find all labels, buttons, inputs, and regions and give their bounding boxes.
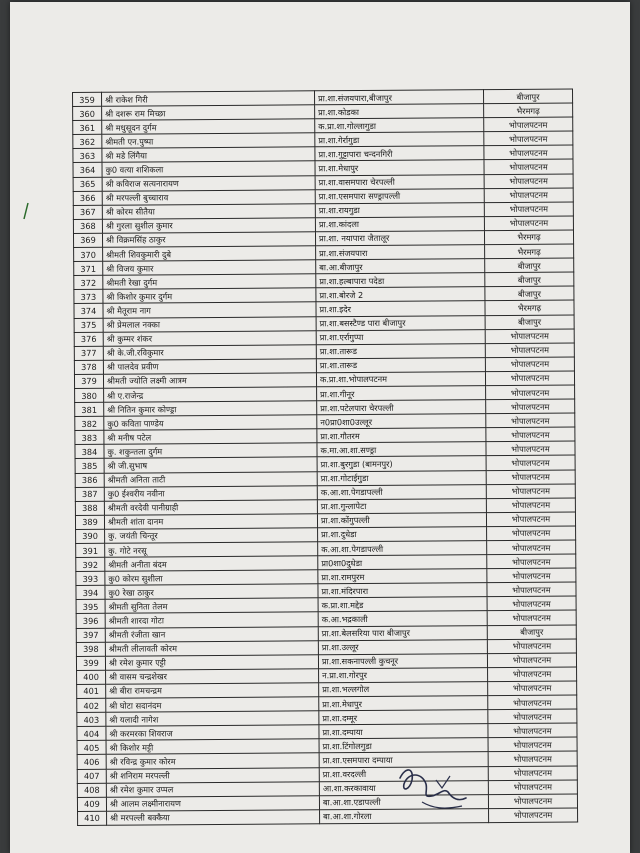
block-name: भोपालपटनम xyxy=(488,667,577,682)
row-number: 409 xyxy=(77,797,106,811)
block-name: भोपालपटनम xyxy=(488,780,577,795)
school-name: क.मा.आ.शा.सण्ड्रा xyxy=(317,442,486,457)
teacher-name: कु0 ईश्वरीय नवीना xyxy=(104,485,317,501)
teacher-name: श्री किशोर मट्टी xyxy=(106,739,319,755)
row-number: 364 xyxy=(73,163,102,177)
teacher-name: श्रीमती लीलावती कोरम xyxy=(105,640,318,656)
school-name: प्रा.शा.गुन्लापेटा xyxy=(317,498,486,513)
row-number: 391 xyxy=(76,543,105,557)
school-name: प्रा.शा.भल्लगोल xyxy=(319,682,488,697)
block-name: भोपालपटनम xyxy=(488,695,577,710)
row-number: 386 xyxy=(75,473,104,487)
school-name: प्रा.शा.संजयपारा xyxy=(316,245,485,260)
school-name: प्रा.शा.उल्लूर xyxy=(318,639,487,654)
block-name: भोपालपटनम xyxy=(486,470,575,485)
school-name: प्रा.शा.एसमपारा दम्पाया xyxy=(319,752,488,767)
block-name: भोपालपटनम xyxy=(486,427,575,442)
school-name: प्रा.शा.गुट्टापारा चन्दनगिरी xyxy=(315,146,484,161)
row-number: 395 xyxy=(76,600,105,614)
teacher-name: श्री रमेश कुमार उप्पल xyxy=(106,781,319,797)
teacher-name: श्री पालदेव प्रवीण xyxy=(103,359,316,375)
block-name: भोपालपटनम xyxy=(484,188,573,203)
school-name: प्रा.शा.बोरजे 2 xyxy=(316,287,485,302)
teacher-name: श्री ए.राजेन्द्र xyxy=(104,387,317,403)
block-name: भोपालपटनम xyxy=(487,554,576,569)
school-name: प्रा.शा. नयापारा जैतालूर xyxy=(315,231,484,246)
teacher-name: श्री के.जी.रविकुमार xyxy=(103,344,316,360)
teacher-name: श्री गुरला सुशील कुमार xyxy=(102,218,315,234)
teacher-name: श्रीमती सुनिता तेलम xyxy=(105,598,318,614)
teacher-name: श्री दशरू राम मिच्छा xyxy=(102,105,315,121)
teacher-name: श्री किशोर कुमार दुर्गम xyxy=(103,288,316,304)
row-number: 362 xyxy=(73,135,102,149)
row-number: 405 xyxy=(77,741,106,755)
row-number: 392 xyxy=(76,557,105,571)
block-name: भोपालपटनम xyxy=(486,484,575,499)
school-name: प्रा.शा.हल्बापारा पदेडा xyxy=(316,273,485,288)
row-number: 370 xyxy=(74,247,103,261)
teacher-name: श्री कविराज सत्यनारायण xyxy=(102,175,315,191)
row-number: 380 xyxy=(75,388,104,402)
teacher-name: श्री रविन्द्र कुमार कोरम xyxy=(106,753,319,769)
block-name: भोपालपटनम xyxy=(487,526,576,541)
block-name: भोपालपटनम xyxy=(489,808,578,823)
block-name: बीजापुर xyxy=(485,258,574,273)
teacher-name: श्री नितिन कुमार कोण्ड्रा xyxy=(104,401,317,417)
school-name: प्रा.शा.गीनूर xyxy=(317,386,486,401)
row-number: 369 xyxy=(73,233,102,247)
block-name: भोपालपटनम xyxy=(487,582,576,597)
row-number: 390 xyxy=(76,529,105,543)
block-name: भोपालपटनम xyxy=(484,159,573,174)
block-name: भोपालपटनम xyxy=(488,709,577,724)
school-name: प्रा.शा.गोटाईगुडा xyxy=(317,470,486,485)
row-number: 406 xyxy=(77,755,106,769)
teacher-name: श्री आलम लक्ष्मीनारायण xyxy=(106,795,319,811)
teacher-name: श्रीमती ज्योति लक्ष्मी आत्रम xyxy=(103,373,316,389)
school-name: क.प्रा.शा.गोल्लागुडा xyxy=(315,118,484,133)
block-name: भोपालपटनम xyxy=(484,131,573,146)
teacher-name: श्रीमती रेखा दुर्गम xyxy=(103,274,316,290)
row-number: 385 xyxy=(75,459,104,473)
row-number: 368 xyxy=(73,219,102,233)
block-name: भोपालपटनम xyxy=(488,794,577,809)
row-number: 375 xyxy=(74,318,103,332)
row-number: 393 xyxy=(76,571,105,585)
row-number: 365 xyxy=(73,177,102,191)
row-number: 382 xyxy=(75,416,104,430)
teacher-name: श्रीमती अनीता बंदम xyxy=(105,556,318,572)
school-name: प्रा.शा.मंदिरपारा xyxy=(318,583,487,598)
block-name: भोपालपटनम xyxy=(487,639,576,654)
row-number: 383 xyxy=(75,431,104,445)
teacher-name: श्री मधुसूदन दुर्गम xyxy=(102,119,315,135)
school-name: प्रा.शा.गेर्रागुडा xyxy=(315,132,484,147)
block-name: बीजापुर xyxy=(483,89,572,104)
block-name: बीजापुर xyxy=(487,625,576,640)
row-number: 381 xyxy=(75,402,104,416)
teacher-name: श्री यलादी नागेश xyxy=(106,711,319,727)
school-name: प्रा.शा.संजयपारा,बीजापुर xyxy=(314,90,483,105)
row-number: 389 xyxy=(75,515,104,529)
teacher-name: कु0 कोरम सुशीला xyxy=(105,570,318,586)
block-name: भैरमगढ़ xyxy=(485,300,574,315)
teacher-name: श्रीमती शांता दानम xyxy=(104,514,317,530)
row-number: 374 xyxy=(74,304,103,318)
school-name: प्रा.शा.बसस्टैण्ड पारा बीजापुर xyxy=(316,315,485,330)
block-name: भोपालपटनम xyxy=(484,145,573,160)
school-name: प्रा.शा.एसमपारा सण्ड्रापल्ली xyxy=(315,188,484,203)
teacher-name: कु. गोटे नरसू xyxy=(105,542,318,558)
school-name: बा.आ.शा.एडापल्ली xyxy=(319,794,488,809)
teacher-name: श्री विजय कुमार xyxy=(103,260,316,276)
teacher-name: श्रीमती एन.पुष्पा xyxy=(102,133,315,149)
teacher-name: श्री कोरम सीतैया xyxy=(102,204,315,220)
school-name: प्रा.शा.गौतरम xyxy=(317,428,486,443)
block-name: भोपालपटनम xyxy=(484,174,573,189)
teacher-name: श्रीमती शारदा गोटा xyxy=(105,612,318,628)
school-name: प्रा.शा.कोंगुपल्ली xyxy=(317,512,486,527)
row-number: 377 xyxy=(74,346,103,360)
teacher-name: श्रीमती वरदेवी पानीग्राही xyxy=(104,500,317,516)
block-name: भोपालपटनम xyxy=(488,765,577,780)
school-name: प्रा.शा.एर्रागुप्पा xyxy=(316,329,485,344)
teacher-name: श्री प्रेमलाल नक्का xyxy=(103,316,316,332)
row-number: 387 xyxy=(75,487,104,501)
teacher-name: श्री मैतूराम नाग xyxy=(103,302,316,318)
school-name: प्रा.शा.मेधापुर xyxy=(315,160,484,175)
row-number: 376 xyxy=(74,332,103,346)
row-number: 367 xyxy=(73,205,102,219)
row-number: 394 xyxy=(76,586,105,600)
school-name: प्रा.शा.तारूड xyxy=(316,357,485,372)
teacher-name: श्रीमती रंजीता खान xyxy=(105,626,318,642)
row-number: 398 xyxy=(76,642,105,656)
row-number: 396 xyxy=(76,614,105,628)
block-name: भोपालपटनम xyxy=(485,371,574,386)
teacher-name: कु. शकुन्तला दुर्गम xyxy=(104,443,317,459)
block-name: भोपालपटनम xyxy=(485,357,574,372)
school-name: क.आ.शा.पेगडापल्ली xyxy=(317,484,486,499)
teacher-name: श्रीमती शिवकुमारी दुबे xyxy=(103,246,316,262)
school-name: न.प्रा.शा.गोरपुर xyxy=(319,667,488,682)
block-name: भोपालपटनम xyxy=(487,540,576,555)
block-name: भोपालपटनम xyxy=(484,202,573,217)
school-name: बा.आ.शा.गोरला xyxy=(320,808,489,823)
row-number: 399 xyxy=(76,656,105,670)
block-name: भोपालपटनम xyxy=(488,751,577,766)
row-number: 400 xyxy=(77,670,106,684)
teacher-name: कु0 रेखा ठाकुर xyxy=(105,584,318,600)
school-name: प्रा.शा.तारूड xyxy=(316,343,485,358)
teacher-list-document xyxy=(72,89,557,826)
row-number: 379 xyxy=(74,374,103,388)
teacher-name: श्री रमेश कुमार एट्टी xyxy=(105,655,318,671)
teacher-name: श्री घोटा सदानंदम xyxy=(106,697,319,713)
block-name: भोपालपटनम xyxy=(486,385,575,400)
block-name: भोपालपटनम xyxy=(487,596,576,611)
teacher-name: कु. जयंती चिन्तूर xyxy=(105,528,318,544)
school-name: प्रा.शा.रामपुरम xyxy=(318,569,487,584)
block-name: भैरमगढ़ xyxy=(484,230,573,245)
teacher-name: श्री राकेश गिरी xyxy=(102,91,315,107)
teacher-name: श्री विक्रमसिंह ठाकुर xyxy=(102,232,315,248)
school-name: प्रा.शा.दम्पाया xyxy=(319,724,488,739)
school-name: बा.आ.बीजापुर xyxy=(316,259,485,274)
pen-mark xyxy=(22,202,30,220)
block-name: भैरमगढ़ xyxy=(485,244,574,259)
row-number: 403 xyxy=(77,712,106,726)
teacher-name: श्री मरपल्ली बुच्चाराव xyxy=(102,189,315,205)
row-number: 401 xyxy=(77,684,106,698)
table-body xyxy=(73,89,578,825)
school-name: प्रा.शा.दुधेडा xyxy=(318,527,487,542)
teacher-name: श्री कुम्मर शंकर xyxy=(103,330,316,346)
school-name: प्रा0शा0दुधेडा xyxy=(318,555,487,570)
row-number: 373 xyxy=(74,290,103,304)
school-name: क.प्रा.शा.भोपालपटनम xyxy=(316,371,485,386)
school-name: प्रा.शा.कांदला xyxy=(315,216,484,231)
teacher-name: कु0 कविता पाण्डेय xyxy=(104,415,317,431)
row-number: 402 xyxy=(77,698,106,712)
block-name: भैरमगढ़ xyxy=(484,103,573,118)
teacher-name: श्री मनीष पटेल xyxy=(104,429,317,445)
row-number: 407 xyxy=(77,769,106,783)
row-number: 378 xyxy=(74,360,103,374)
school-name: न0प्रा0शा0उल्लूर xyxy=(317,414,486,429)
row-number: 359 xyxy=(73,92,102,106)
school-name: प्रा.शा.कोडका xyxy=(315,104,484,119)
teacher-name: श्री शनिराम मरपल्ली xyxy=(106,767,319,783)
row-number: 404 xyxy=(77,726,106,740)
row-number: 366 xyxy=(73,191,102,205)
teacher-name: श्री बीरा रामचन्द्रम xyxy=(106,683,319,699)
block-name: बीजापुर xyxy=(485,315,574,330)
block-name: भोपालपटनम xyxy=(486,455,575,470)
row-number: 388 xyxy=(75,501,104,515)
row-number: 361 xyxy=(73,120,102,134)
school-name: प्रा.शा.बेलसरिया पारा बीजापुर xyxy=(318,625,487,640)
teacher-list-table xyxy=(72,89,578,826)
table-row xyxy=(78,808,578,826)
block-name: भोपालपटनम xyxy=(486,413,575,428)
signature xyxy=(392,758,482,818)
teacher-name: कु0 वत्या शशिकला xyxy=(102,161,315,177)
school-name: प्रा.शा.टिंगोलगुडा xyxy=(319,738,488,753)
block-name: भोपालपटनम xyxy=(487,610,576,625)
block-name: भोपालपटनम xyxy=(487,568,576,583)
school-name: प्रा.शा.दम्मूर xyxy=(319,710,488,725)
school-name: क.प्रा.शा.मद्देड xyxy=(318,597,487,612)
school-name: क.आ.भद्रकाली xyxy=(318,611,487,626)
block-name: भोपालपटनम xyxy=(484,216,573,231)
block-name: भोपालपटनम xyxy=(486,512,575,527)
block-name: भोपालपटनम xyxy=(485,329,574,344)
school-name: प्रा.शा.पटेलपारा चेरपल्ली xyxy=(317,400,486,415)
teacher-name: श्री मडे लिंगैया xyxy=(102,147,315,163)
school-name: आ.शा.करकावाया xyxy=(319,780,488,795)
block-name: भोपालपटनम xyxy=(488,737,577,752)
teacher-name: श्रीमती अनिता ताटी xyxy=(104,471,317,487)
block-name: भोपालपटनम xyxy=(485,343,574,358)
row-number: 408 xyxy=(77,783,106,797)
block-name: भोपालपटनम xyxy=(486,441,575,456)
row-number: 363 xyxy=(73,149,102,163)
teacher-name: श्री जी.सुभाष xyxy=(104,457,317,473)
school-name: प्रा.शा.इदेर xyxy=(316,301,485,316)
teacher-name: श्री करमरका शिवराज xyxy=(106,725,319,741)
block-name: भोपालपटनम xyxy=(488,681,577,696)
school-name: प्रा.शा.मेधापुर xyxy=(319,696,488,711)
block-name: भोपालपटनम xyxy=(487,653,576,668)
school-name: प्रा.शा.रायगुडा xyxy=(315,202,484,217)
block-name: भोपालपटनम xyxy=(486,498,575,513)
row-number: 384 xyxy=(75,445,104,459)
block-name: भोपालपटनम xyxy=(486,399,575,414)
teacher-name: श्री मरपल्ली बक्कैया xyxy=(107,810,320,826)
school-name: प्रा.शा.वासमपारा चेरपल्ली xyxy=(315,174,484,189)
block-name: भोपालपटनम xyxy=(484,117,573,132)
block-name: बीजापुर xyxy=(485,286,574,301)
row-number: 410 xyxy=(78,811,107,825)
school-name: प्रा.शा.सकनापल्ली कुचनूर xyxy=(318,653,487,668)
row-number: 371 xyxy=(74,261,103,275)
school-name: प्रा.शा.वरदल्ली xyxy=(319,766,488,781)
row-number: 360 xyxy=(73,106,102,120)
row-number: 397 xyxy=(76,628,105,642)
school-name: क.आ.शा.पेगडापल्ली xyxy=(318,541,487,556)
row-number: 372 xyxy=(74,276,103,290)
school-name: प्रा.शा.बुरगुडा (बामनपुर) xyxy=(317,456,486,471)
block-name: बीजापुर xyxy=(485,272,574,287)
block-name: भोपालपटनम xyxy=(488,723,577,738)
teacher-name: श्री वासम चन्द्रशेखर xyxy=(106,669,319,685)
